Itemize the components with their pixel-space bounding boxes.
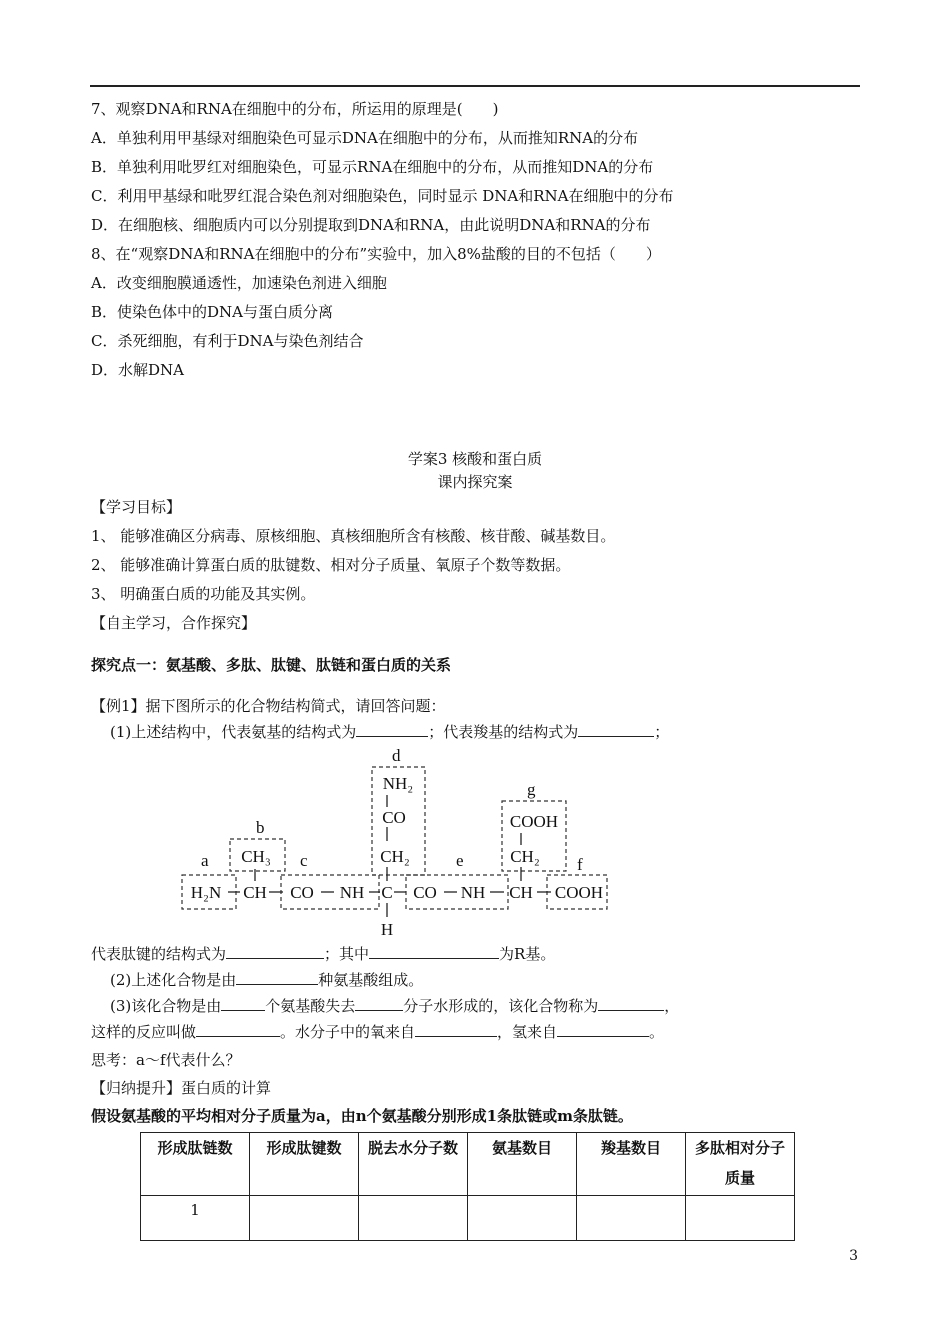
goal-item: 1、 能够准确区分病毒、原核细胞、真核细胞所含有核酸、核苷酸、碱基数目。 (91, 527, 616, 545)
q7-stem: 7、观察DNA和RNA在细胞中的分布，所运用的原理是( ) (91, 100, 499, 118)
answer-blank[interactable] (598, 996, 664, 1011)
goals-heading: 【学习目标】 (91, 498, 182, 516)
q8-option-b: B．使染色体中的DNA与蛋白质分离 (91, 303, 334, 321)
q3-text-a: (3)该化合物是由 (110, 997, 222, 1015)
q3-text-d: ， (664, 997, 680, 1015)
q7-option-a: A．单独利用甲基绿对细胞染色可显示DNA在细胞中的分布，从而推知RNA的分布 (91, 129, 639, 147)
table-header-cell: 形成肽链数 (141, 1133, 250, 1196)
section-title: 学案3 核酸和蛋白质 (407, 450, 543, 468)
q8-stem: 8、在“观察DNA和RNA在细胞中的分布”实验中，加入8%盐酸的目的不包括（ ） (91, 245, 661, 263)
q8-option-d: D．水解DNA (91, 361, 185, 379)
label-b: b (256, 818, 265, 837)
label-d: d (392, 746, 401, 765)
answer-blank[interactable] (369, 944, 499, 959)
summary-heading (91, 1078, 271, 1098)
answer-blank[interactable] (196, 1022, 280, 1037)
exploration-point-1: 探究点一：氨基酸、多肽、肽键、肽链和蛋白质的关系 (91, 656, 452, 674)
table-row (141, 1196, 795, 1241)
q3-text-h: 。 (649, 1023, 665, 1041)
q3-text-f: 。水分子中的氧来自 (280, 1023, 416, 1041)
table-cell: 1 (141, 1196, 250, 1241)
group-ch2: CH₂ (380, 847, 410, 866)
q7-option-c: C．利用甲基绿和吡罗红混合染色剂对细胞染色，同时显示 DNA和RNA在细胞中的分布 (91, 187, 674, 205)
group-ch2: CH₂ (510, 847, 540, 866)
group-co: CO (290, 883, 314, 902)
q8-option-a: A．改变细胞膜通透性，加速染色剂进入细胞 (91, 274, 387, 292)
summary-heading-b: 蛋白质的计算 (181, 1079, 272, 1097)
q1-text-d: 代表肽键的结构式为 (91, 945, 227, 963)
table-header-cell: 羧基数目 (577, 1133, 686, 1196)
label-e: e (456, 851, 464, 870)
answer-blank[interactable] (236, 970, 318, 985)
group-ch: CH (243, 883, 267, 902)
group-alpha-carbon: C (381, 883, 393, 902)
table-header-cell: 多肽相对分子质量 (686, 1133, 795, 1196)
label-a: a (201, 851, 209, 870)
group-co: CO (413, 883, 437, 902)
answer-blank[interactable] (557, 1022, 649, 1037)
table-cell[interactable] (250, 1196, 359, 1241)
table-cell[interactable] (359, 1196, 468, 1241)
think-question: 思考：a～f代表什么？ (91, 1051, 241, 1069)
group-cooh-side: COOH (509, 812, 559, 831)
example-q3-line (110, 996, 679, 1016)
q1-text-e: ；其中 (324, 945, 370, 963)
table-cell[interactable] (686, 1196, 795, 1241)
section-subtitle: 课内探究案 (437, 473, 513, 491)
label-c: c (300, 851, 308, 870)
q1-text-c: ； (654, 723, 670, 741)
q3-text-g: ，氢来自 (497, 1023, 558, 1041)
label-g: g (527, 780, 536, 799)
q3-text-b: 个氨基酸失去 (265, 997, 356, 1015)
answer-blank[interactable] (578, 722, 654, 737)
table-header-row (141, 1133, 795, 1196)
summary-assumption: 假设氨基酸的平均相对分子质量为a，由n个氨基酸分别形成1条肽链或m条肽链。 (91, 1107, 633, 1125)
answer-blank[interactable] (221, 996, 265, 1011)
group-h: H (380, 920, 394, 939)
q3-text-c: 分子水形成的，该化合物称为 (403, 997, 599, 1015)
table-cell[interactable] (577, 1196, 686, 1241)
table-header-cell: 氨基数目 (468, 1133, 577, 1196)
q8-option-c: C．杀死细胞，有利于DNA与染色剂结合 (91, 332, 364, 350)
answer-blank[interactable] (415, 1022, 497, 1037)
group-nh2: NH₂ (382, 774, 414, 793)
example-q3-line-2 (91, 1022, 664, 1042)
goal-item: 2、 能够准确计算蛋白质的肽键数、相对分子质量、氧原子个数等数据。 (91, 556, 571, 574)
self-study-heading: 【自主学习，合作探究】 (91, 614, 257, 632)
q3-text-e: 这样的反应叫做 (91, 1023, 197, 1041)
group-ch3: CH₃ (241, 847, 271, 866)
q1-text-a: (1)上述结构中，代表氨基的结构式为 (110, 723, 357, 741)
page-number: 3 (849, 1248, 858, 1264)
group-cooh: COOH (554, 883, 604, 902)
group-nh: NH (460, 883, 486, 902)
table-cell[interactable] (468, 1196, 577, 1241)
q1-text-b: ；代表羧基的结构式为 (428, 723, 579, 741)
group-co-side: CO (382, 808, 406, 827)
table-header-cell: 脱去水分子数 (359, 1133, 468, 1196)
group-nh: NH (339, 883, 365, 902)
q7-option-b: B．单独利用吡罗红对细胞染色，可显示RNA在细胞中的分布，从而推知DNA的分布 (91, 158, 654, 176)
q1-text-f: 为R基。 (499, 945, 556, 963)
header-rule (90, 85, 860, 87)
q7-option-d: D．在细胞核、细胞质内可以分别提取到DNA和RNA，由此说明DNA和RNA的分布 (91, 216, 651, 234)
q2-text-b: 种氨基酸组成。 (318, 971, 424, 989)
example-q1-line (110, 722, 669, 742)
table-header-cell: 形成肽键数 (250, 1133, 359, 1196)
example-q1-line-2 (91, 944, 555, 964)
group-h2n: H₂N (190, 883, 222, 902)
group-ch: CH (509, 883, 533, 902)
goal-item: 3、 明确蛋白质的功能及其实例。 (91, 585, 316, 603)
label-f: f (577, 855, 583, 874)
answer-blank[interactable] (355, 996, 403, 1011)
compound-structure-diagram (170, 745, 620, 940)
q2-text-a: (2)上述化合物是由 (110, 971, 237, 989)
answer-blank[interactable] (226, 944, 324, 959)
summary-heading-a: 【归纳提升】 (91, 1079, 182, 1097)
answer-blank[interactable] (356, 722, 428, 737)
example-q2-line (110, 970, 423, 990)
protein-calc-table (140, 1132, 795, 1241)
example-intro: 【例1】据下图所示的化合物结构简式，请回答问题： (91, 697, 446, 715)
